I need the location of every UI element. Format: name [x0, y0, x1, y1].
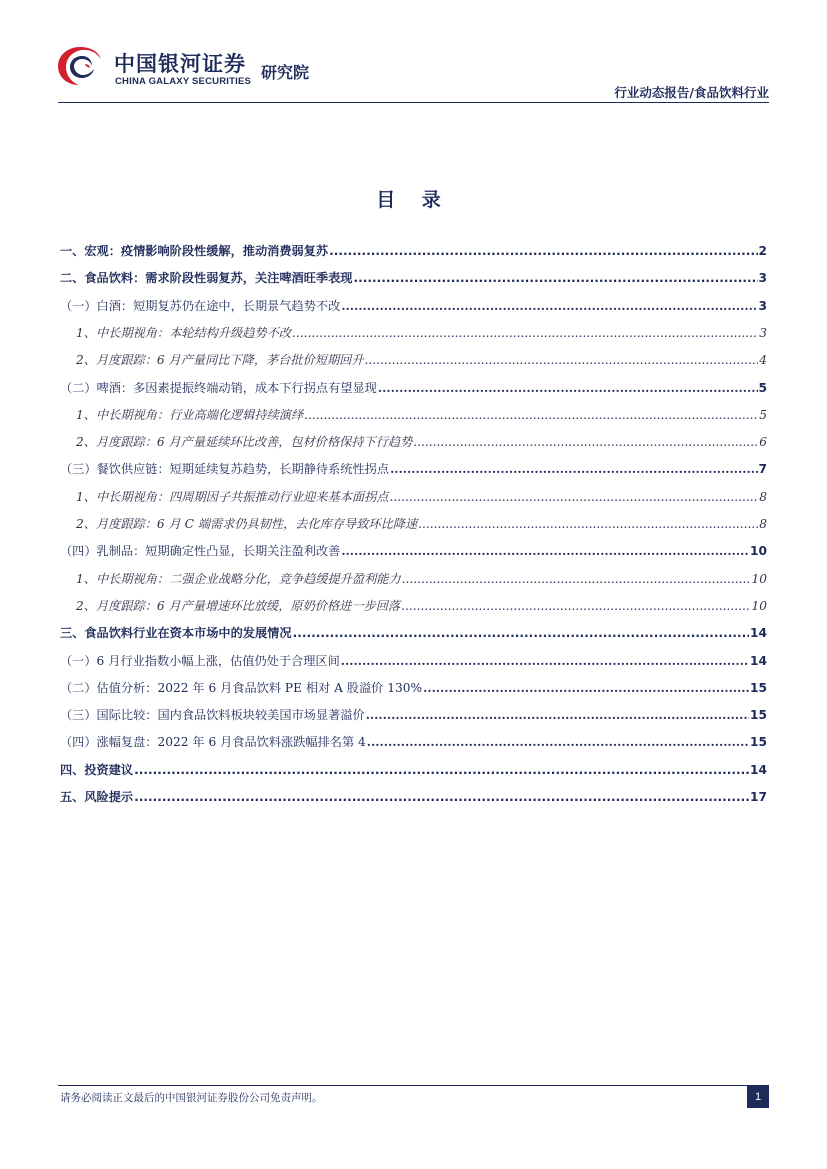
- toc-entry[interactable]: [60, 624, 767, 642]
- toc-entry-page: 15: [750, 681, 767, 695]
- toc-leader-dots: [389, 488, 758, 506]
- toc-entry-page: 5: [759, 408, 767, 422]
- toc-entry-page: 3: [758, 271, 767, 285]
- report-type: 行业动态报告/食品饮料行业: [614, 85, 769, 100]
- toc-entry-page: 15: [750, 735, 767, 749]
- toc-leader-dots: [341, 652, 749, 670]
- toc-entry[interactable]: [60, 269, 767, 287]
- toc-entry-text: 2、月度跟踪：6 月 C 端需求仍具韧性，去化库存导致环比降速: [76, 517, 418, 531]
- toc-entry[interactable]: [60, 488, 767, 506]
- toc-entry-text: 一、宏观：疫情影响阶段性缓解，推动消费弱复苏: [60, 244, 329, 258]
- toc-entry-page: 8: [759, 490, 767, 504]
- page-number: 1: [747, 1086, 769, 1108]
- toc-entry[interactable]: [60, 297, 767, 315]
- toc-entry-page: 10: [751, 599, 767, 613]
- toc-entry[interactable]: [60, 733, 767, 751]
- institute-label: 研究院: [261, 63, 310, 82]
- footer-divider: [58, 1085, 769, 1086]
- toc-entry-text: 五、风险提示: [60, 790, 134, 804]
- toc-leader-dots: [293, 624, 749, 642]
- toc-entry[interactable]: [60, 460, 767, 478]
- toc-entry-page: 8: [759, 517, 767, 531]
- toc-entry[interactable]: [60, 761, 767, 779]
- toc-entry[interactable]: [60, 570, 767, 588]
- toc-entry[interactable]: [60, 379, 767, 397]
- toc-leader-dots: [304, 406, 758, 424]
- toc-entry-page: 3: [759, 326, 767, 340]
- toc-entry-text: 1、中长期视角：二强企业战略分化，竞争趋缓提升盈利能力: [76, 572, 401, 586]
- toc-entry-text: 2、月度跟踪：6 月产量同比下降，茅台批价短期回升: [76, 353, 364, 367]
- toc-entry-text: （一）6 月行业指数小幅上涨，估值仍处于合理区间: [60, 654, 340, 668]
- toc-entry-text: （二）估值分析：2022 年 6 月食品饮料 PE 相对 A 股溢价 130%: [60, 681, 423, 695]
- toc-leader-dots: [292, 324, 758, 342]
- toc-leader-dots: [378, 379, 758, 397]
- toc-entry-page: 10: [751, 572, 767, 586]
- logo-chinese-name: 中国银河证券: [114, 52, 246, 76]
- toc-entry-text: 2、月度跟踪：6 月产量延续环比改善，包材价格保持下行趋势: [76, 435, 413, 449]
- toc-entry[interactable]: [60, 406, 767, 424]
- toc-entry-page: 14: [750, 763, 767, 777]
- toc-entry[interactable]: [60, 324, 767, 342]
- toc-entry-page: 14: [750, 654, 767, 668]
- toc-leader-dots: [418, 515, 758, 533]
- toc-entry-text: （三）国际比较：国内食品饮料板块较美国市场显著溢价: [60, 708, 365, 722]
- toc-entry[interactable]: [60, 242, 767, 260]
- toc-entry[interactable]: [60, 351, 767, 369]
- toc-entry-text: 1、中长期视角：四周期因子共振推动行业迎来基本面拐点: [76, 490, 389, 504]
- toc-leader-dots: [134, 761, 749, 779]
- toc-leader-dots: [423, 679, 749, 697]
- toc-entry-text: 三、食品饮料行业在资本市场中的发展情况: [60, 626, 292, 640]
- toc-title: 目 录: [376, 189, 451, 211]
- toc-entry[interactable]: [60, 597, 767, 615]
- toc-entry[interactable]: [60, 652, 767, 670]
- toc-leader-dots: [341, 297, 757, 315]
- toc-entry-text: 二、食品饮料：需求阶段性弱复苏，关注啤酒旺季表现: [60, 271, 353, 285]
- toc-entry-page: 10: [750, 544, 767, 558]
- toc-leader-dots: [365, 351, 759, 369]
- page-header: [0, 0, 827, 105]
- toc-entry[interactable]: [60, 679, 767, 697]
- galaxy-logo-icon: [55, 44, 105, 88]
- toc-entry[interactable]: [60, 542, 767, 560]
- toc-entry-page: 2: [758, 244, 767, 258]
- toc-entry-text: 四、投资建议: [60, 763, 134, 777]
- toc-entry[interactable]: [60, 788, 767, 806]
- toc-entry-page: 14: [750, 626, 767, 640]
- toc-leader-dots: [329, 242, 757, 260]
- toc-leader-dots: [390, 460, 757, 478]
- toc-leader-dots: [401, 597, 750, 615]
- toc-leader-dots: [367, 733, 749, 751]
- toc-entry-text: （四）乳制品：短期确定性凸显，长期关注盈利改善: [60, 544, 341, 558]
- footer-disclaimer: 请务必阅读正文最后的中国银河证券股份公司免责声明。: [60, 1092, 323, 1104]
- toc-leader-dots: [341, 542, 749, 560]
- toc-entry-text: （四）涨幅复盘：2022 年 6 月食品饮料涨跌幅排名第 4: [60, 735, 366, 749]
- toc-entry-page: 15: [750, 708, 767, 722]
- toc-entry-page: 17: [750, 790, 767, 804]
- toc-entry-text: 2、月度跟踪：6 月产量增速环比放缓，原奶价格进一步回落: [76, 599, 401, 613]
- toc-entry[interactable]: [60, 515, 767, 533]
- toc-entry-page: 3: [758, 299, 767, 313]
- toc-entry-text: 1、中长期视角：行业高端化逻辑持续演绎: [76, 408, 304, 422]
- toc-entry-page: 7: [758, 462, 767, 476]
- logo-english-name: CHINA GALAXY SECURITIES: [115, 76, 252, 87]
- toc-entry-text: 1、中长期视角：本轮结构升级趋势不改: [76, 326, 291, 340]
- toc-leader-dots: [134, 788, 749, 806]
- toc-leader-dots: [366, 706, 749, 724]
- toc-leader-dots: [354, 269, 758, 287]
- toc-entry-page: 4: [759, 353, 767, 367]
- toc-entry-page: 5: [758, 381, 767, 395]
- toc-entry-text: （一）白酒：短期复苏仍在途中，长期景气趋势不改: [60, 299, 341, 313]
- toc-entry-page: 6: [759, 435, 767, 449]
- toc-leader-dots: [413, 433, 758, 451]
- toc-entry-text: （二）啤酒：多因素提振终端动销，成本下行拐点有望显现: [60, 381, 377, 395]
- toc-entry[interactable]: [60, 433, 767, 451]
- toc-entry-text: （三）餐饮供应链：短期延续复苏趋势，长期静待系统性拐点: [60, 462, 390, 476]
- toc-leader-dots: [402, 570, 751, 588]
- toc-entry[interactable]: [60, 706, 767, 724]
- header-divider: [58, 102, 769, 103]
